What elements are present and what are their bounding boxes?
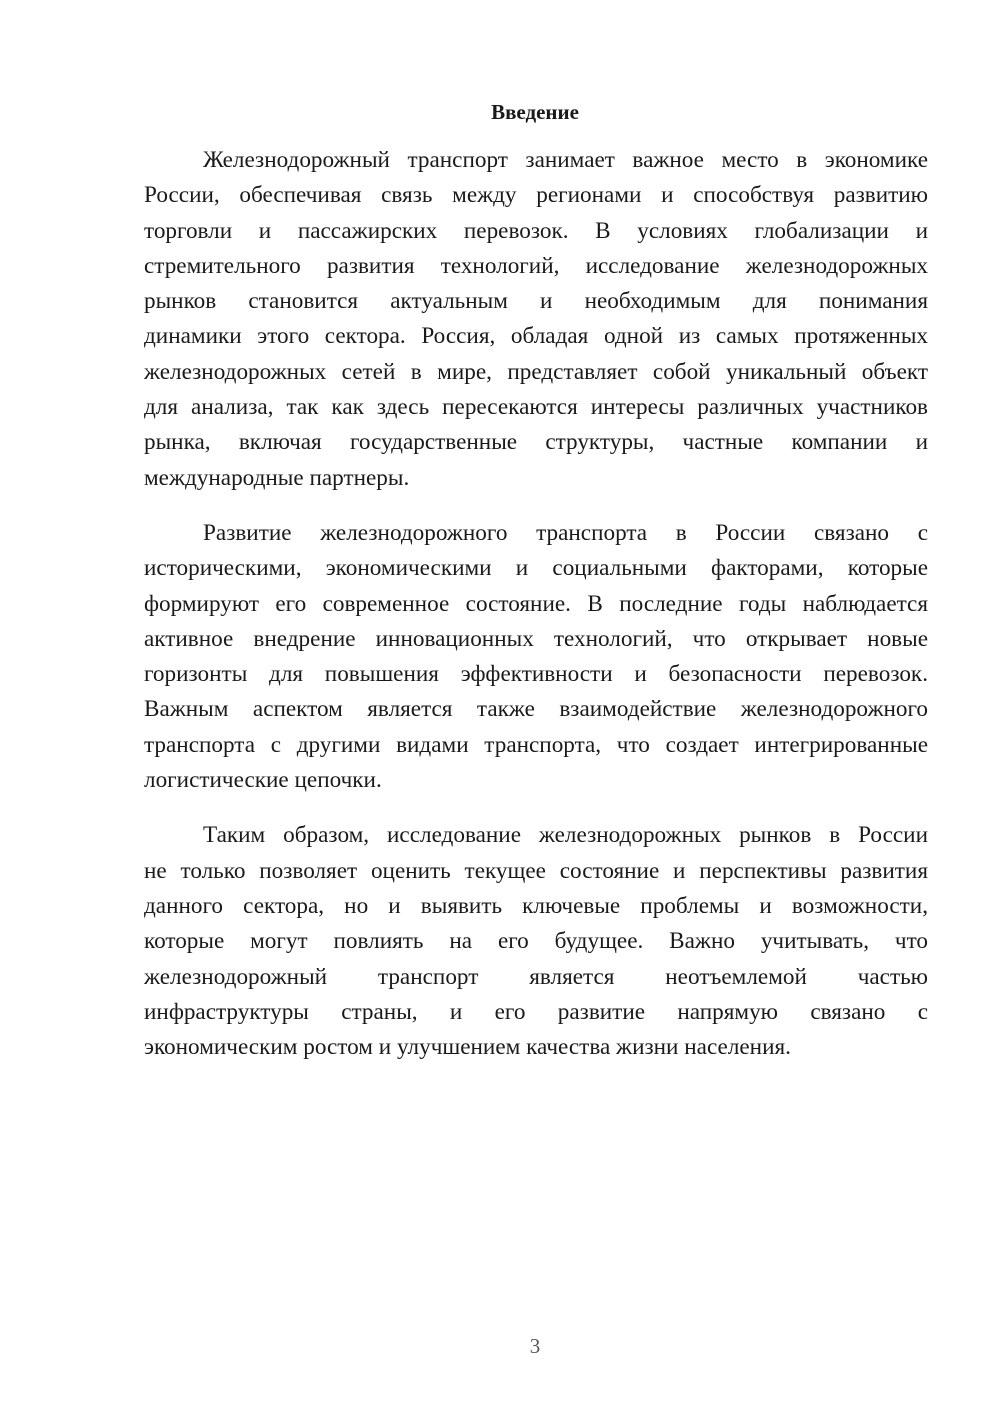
text-line: России, обеспечивая связь между регионами и способствуя развитию [144,182,928,209]
text-line: горизонты для повышения эффективности и безопасности перевозок. [144,661,928,688]
text-line: торговли и пассажирских перевозок. В условиях глобализации и [144,217,928,244]
text-line: для анализа, так как здесь пересекаются интересы различных участников [144,394,928,421]
text-line: рынков становится актуальным и необходимым для понимания [144,288,928,315]
paragraph-3 [144,818,928,1065]
paragraph-2 [144,516,928,798]
text-line: Развитие железнодорожного транспорта в России связано с [203,519,928,546]
page-number: 3 [529,1334,541,1358]
text-line: рынка, включая государственные структуры, частные компании и [144,429,928,456]
section-heading: Введение [491,100,579,124]
text-line: историческими, экономическими и социальными факторами, которые [144,555,928,582]
text-line: Железнодорожный транспорт занимает важное место в экономике [203,147,928,173]
text-line: железнодорожных сетей в мире, представляет собой уникальный объект [144,358,928,385]
text-line: логистические цепочки. [144,767,382,794]
text-line: не только позволяет оценить текущее состояние и перспективы развития [144,857,928,884]
text-line: железнодорожный транспорт является неотъемлемой частью [144,963,928,990]
text-line: международные партнеры. [144,464,410,491]
text-line: экономическим ростом и улучшением качества жизни населения. [144,1034,791,1061]
text-line: данного сектора, но и выявить ключевые проблемы и возможности, [144,892,928,919]
text-line: активное внедрение инновационных технологий, что открывает новые [144,625,928,652]
text-line: стремительного развития технологий, исследование железнодорожных [144,252,928,279]
text-line: которые могут повлиять на его будущее. Важно учитывать, что [144,928,928,955]
text-line: транспорта с другими видами транспорта, что создает интегрированные [144,731,928,758]
text-line: Важным аспектом является также взаимодействие железнодорожного [144,696,928,723]
text-line: формируют его современное состояние. В последние годы наблюдается [144,590,928,617]
paragraph-1 [144,143,928,496]
text-line: Таким образом, исследование железнодорожных рынков в России [203,822,928,849]
text-line: динамики этого сектора. Россия, обладая одной из самых протяженных [144,323,928,350]
body-text [144,143,928,1085]
text-line: инфраструктуры страны, и его развитие напрямую связано с [144,998,928,1025]
